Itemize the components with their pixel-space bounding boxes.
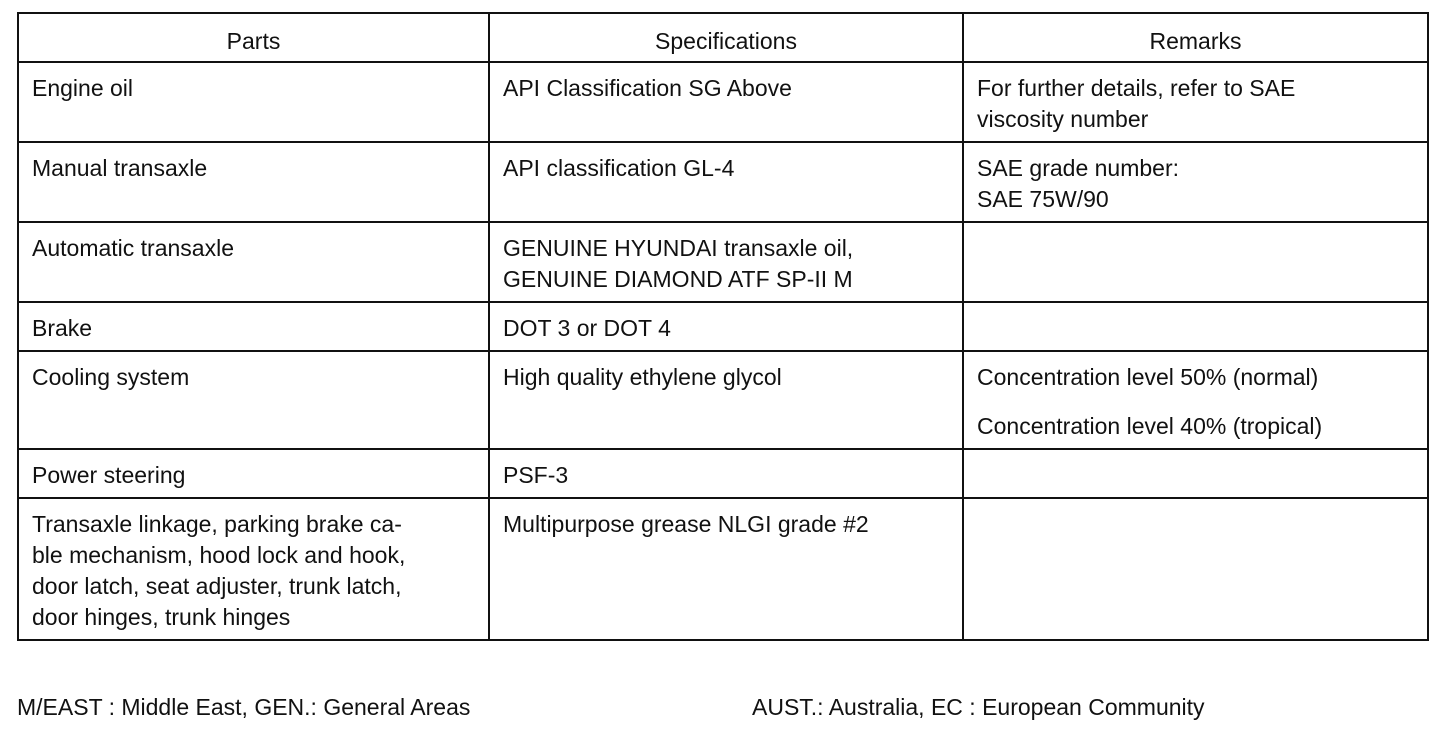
specification-cell-line: GENUINE HYUNDAI transaxle oil, (503, 235, 854, 261)
footer-legend-left: M/EAST : Middle East, GEN.: General Areas (17, 694, 471, 720)
remarks-cell (963, 222, 1428, 302)
specification-cell-line: API Classification SG Above (503, 75, 792, 101)
part-cell-line: Transaxle linkage, parking brake ca- (32, 511, 402, 537)
part-cell-line: Engine oil (32, 75, 134, 101)
remarks-cell (963, 351, 1428, 449)
part-cell (18, 222, 489, 302)
remarks-cell (963, 498, 1428, 640)
part-cell-line: Cooling system (32, 364, 190, 390)
table-row (18, 62, 1428, 142)
table-row (18, 449, 1428, 498)
remarks-cell-line: SAE grade number: (977, 155, 1180, 181)
column-header-remarks: Remarks (963, 13, 1428, 62)
table-row (18, 351, 1428, 449)
column-header-parts: Parts (18, 13, 489, 62)
part-cell (18, 498, 489, 640)
table-body (18, 62, 1428, 640)
specification-cell (489, 62, 963, 142)
specification-cell (489, 142, 963, 222)
remarks-cell-line: For further details, refer to SAE (977, 75, 1296, 101)
part-cell (18, 351, 489, 449)
part-cell (18, 302, 489, 351)
specifications-table (17, 12, 1429, 641)
part-cell-line: ble mechanism, hood lock and hook, (32, 542, 406, 568)
part-cell-line: door latch, seat adjuster, trunk latch, (32, 573, 402, 599)
remarks-cell (963, 302, 1428, 351)
part-cell-line: Manual transaxle (32, 155, 208, 181)
part-cell-line: Brake (32, 315, 93, 341)
table-row (18, 222, 1428, 302)
specification-cell-line: PSF-3 (503, 462, 569, 488)
remarks-cell (963, 449, 1428, 498)
part-cell-line: Automatic transaxle (32, 235, 234, 261)
part-cell-line: door hinges, trunk hinges (32, 604, 291, 630)
footer-legend-right: AUST.: Australia, EC : European Community (752, 694, 1205, 720)
remarks-cell-line: Concentration level 40% (tropical) (977, 413, 1323, 439)
specification-cell (489, 302, 963, 351)
specification-cell (489, 498, 963, 640)
column-header-specifications: Specifications (489, 13, 963, 62)
specification-cell-line: GENUINE DIAMOND ATF SP-II M (503, 266, 853, 292)
specification-cell (489, 449, 963, 498)
part-cell (18, 142, 489, 222)
remarks-cell (963, 142, 1428, 222)
part-cell-line: Power steering (32, 462, 186, 488)
remarks-cell-line: SAE 75W/90 (977, 186, 1109, 212)
specification-cell-line: High quality ethylene glycol (503, 364, 782, 390)
specification-cell (489, 222, 963, 302)
table-header-row (18, 13, 1428, 62)
table-row (18, 142, 1428, 222)
remarks-cell-line: Concentration level 50% (normal) (977, 364, 1319, 390)
part-cell (18, 62, 489, 142)
specification-cell-line: Multipurpose grease NLGI grade #2 (503, 511, 869, 537)
remarks-cell-line: viscosity number (977, 106, 1149, 132)
remarks-cell (963, 62, 1428, 142)
specification-cell-line: DOT 3 or DOT 4 (503, 315, 671, 341)
part-cell (18, 449, 489, 498)
table-row (18, 498, 1428, 640)
specification-cell (489, 351, 963, 449)
specification-cell-line: API classification GL-4 (503, 155, 735, 181)
table-row (18, 302, 1428, 351)
